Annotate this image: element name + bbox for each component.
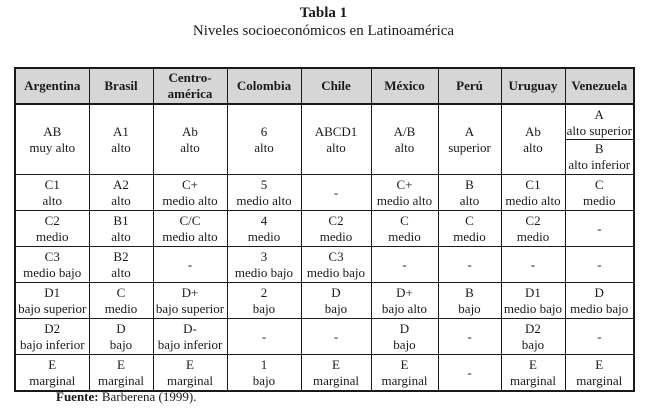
- table-cell: -: [371, 247, 438, 283]
- table-cell: -: [153, 247, 227, 283]
- table-cell: C+ medio alto: [371, 175, 438, 211]
- table-cell: 6 alto: [227, 104, 301, 175]
- table-cell: D bajo: [89, 319, 153, 355]
- table-cell: -: [438, 319, 501, 355]
- table-cell: C2 medio: [501, 211, 565, 247]
- table-row: [15, 104, 634, 175]
- table-cell: B1 alto: [89, 211, 153, 247]
- split-cell-bottom: B alto inferior: [568, 140, 631, 172]
- table-cell: B alto: [438, 175, 501, 211]
- table-cell: B bajo: [438, 283, 501, 319]
- table-cell: -: [438, 355, 501, 392]
- socioeconomic-levels-table: [14, 67, 635, 392]
- table-cell: -: [565, 247, 634, 283]
- table-cell: C+ medio alto: [153, 175, 227, 211]
- table-cell: -: [565, 319, 634, 355]
- table-cell: A/B alto: [371, 104, 438, 175]
- table-cell: A1 alto: [89, 104, 153, 175]
- table-row: [15, 283, 634, 319]
- table-cell: -: [301, 175, 371, 211]
- table-cell: 4 medio: [227, 211, 301, 247]
- table-subtitle: Niveles socioeconómicos en Latinoamérica: [192, 23, 455, 39]
- column-header: Centro- américa: [153, 68, 227, 104]
- column-header: Uruguay: [501, 68, 565, 104]
- table-cell: -: [301, 319, 371, 355]
- table-cell: 3 medio bajo: [227, 247, 301, 283]
- table-cell: A2 alto: [89, 175, 153, 211]
- table-cell: D+ bajo superior: [153, 283, 227, 319]
- table-row: [15, 319, 634, 355]
- table-cell: C/C medio alto: [153, 211, 227, 247]
- table-cell: D1 medio bajo: [501, 283, 565, 319]
- table-cell: B2 alto: [89, 247, 153, 283]
- table-cell: C medio: [565, 175, 634, 211]
- table-cell: D bajo: [301, 283, 371, 319]
- table-cell: C2 medio: [301, 211, 371, 247]
- table-cell: A superior: [438, 104, 501, 175]
- table-cell: E marginal: [153, 355, 227, 392]
- column-header: Colombia: [227, 68, 301, 104]
- table-row: [15, 211, 634, 247]
- table-cell: D+ bajo alto: [371, 283, 438, 319]
- header-row: [15, 68, 634, 104]
- column-header: Chile: [301, 68, 371, 104]
- column-header: Brasil: [89, 68, 153, 104]
- source-text: Barberena (1999).: [101, 389, 197, 404]
- table-cell: 2 bajo: [227, 283, 301, 319]
- column-header: Argentina: [15, 68, 89, 104]
- table-cell: D bajo: [371, 319, 438, 355]
- source-note: [56, 389, 196, 405]
- table-cell: E marginal: [89, 355, 153, 392]
- table-cell: C2 medio: [15, 211, 89, 247]
- table-cell: 5 medio alto: [227, 175, 301, 211]
- column-header: México: [371, 68, 438, 104]
- table-cell: C3 medio bajo: [15, 247, 89, 283]
- table-cell: E marginal: [301, 355, 371, 392]
- table-cell: E marginal: [371, 355, 438, 392]
- split-cell-top: A alto superior: [566, 106, 632, 138]
- column-header: Perú: [438, 68, 501, 104]
- table-cell: C medio: [438, 211, 501, 247]
- table-cell: Ab alto: [501, 104, 565, 175]
- table-cell: -: [501, 247, 565, 283]
- column-header: Venezuela: [565, 68, 634, 104]
- table-cell: D1 bajo superior: [15, 283, 89, 319]
- table-row: [15, 175, 634, 211]
- table-row: [15, 355, 634, 392]
- table-cell: Ab alto: [153, 104, 227, 175]
- table-cell-split: [565, 104, 634, 175]
- table-cell: 1 bajo: [227, 355, 301, 392]
- table-row: [15, 247, 634, 283]
- table-cell: C medio: [89, 283, 153, 319]
- table-cell: D2 bajo inferior: [15, 319, 89, 355]
- table-cell: C1 medio alto: [501, 175, 565, 211]
- table-cell: C1 alto: [15, 175, 89, 211]
- table-cell: D medio bajo: [565, 283, 634, 319]
- table-cell: -: [565, 211, 634, 247]
- table-cell: E marginal: [565, 355, 634, 392]
- table-cell: D2 bajo: [501, 319, 565, 355]
- table-cell: ABCD1 alto: [301, 104, 371, 175]
- table-cell: C3 medio bajo: [301, 247, 371, 283]
- table-cell: -: [438, 247, 501, 283]
- table-cell: D- bajo inferior: [153, 319, 227, 355]
- table-cell: E marginal: [501, 355, 565, 392]
- source-label: Fuente:: [56, 389, 99, 404]
- table-cell: E marginal: [15, 355, 89, 392]
- table-title: Tabla 1: [299, 5, 348, 21]
- table-cell: -: [227, 319, 301, 355]
- table-cell: AB muy alto: [15, 104, 89, 175]
- table-cell: C medio: [371, 211, 438, 247]
